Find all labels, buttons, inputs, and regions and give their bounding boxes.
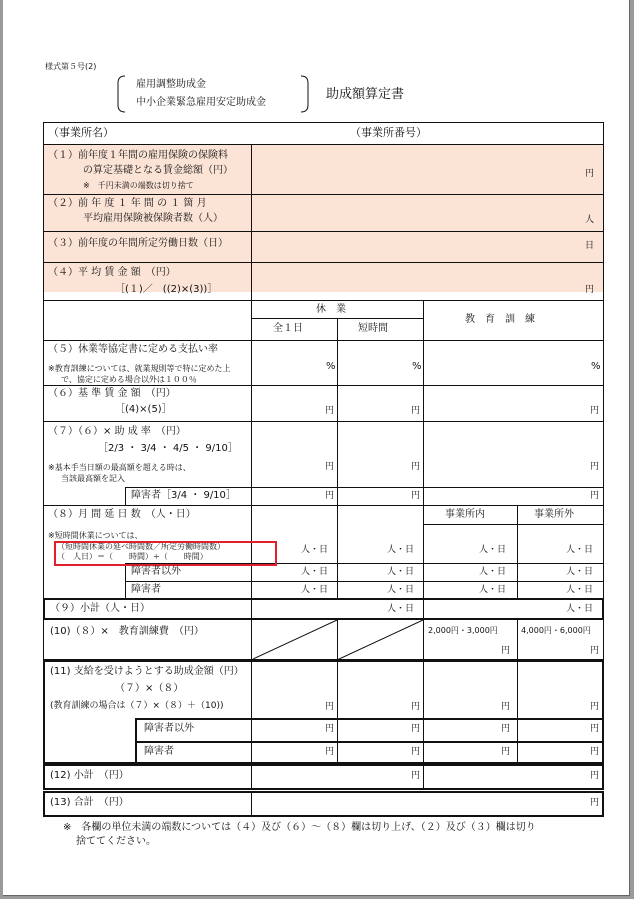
row10-label: (10)（８）× 教育訓練費 （円）: [50, 626, 204, 637]
row1-note: ※ 千円未満の端数は切り捨て: [83, 181, 194, 190]
row11-disabled-label: 障害者: [144, 746, 174, 757]
row7-disabled-unit-edu: 円: [590, 491, 600, 501]
row3-unit: 日: [585, 241, 595, 251]
row1-unit: 円: [585, 169, 595, 179]
row11-note: (教育訓練の場合は（７）×（８）＋（10)): [50, 701, 224, 711]
col-short-time: 短時間: [358, 323, 388, 334]
row11-d-unit-short: 円: [411, 747, 421, 757]
row11-nd-unit-full: 円: [325, 724, 335, 734]
row7-unit-full: 円: [325, 462, 335, 472]
row6-unit-edu: 円: [590, 406, 600, 416]
row8-nd-unit-full: 人・日: [301, 567, 329, 577]
row8-col-outside: 事業所外: [534, 509, 574, 520]
row8-non-disabled-label: 障害者以外: [131, 566, 181, 577]
document-title: 助成額算定書: [326, 87, 405, 102]
row8-nd-unit-outside: 人・日: [566, 567, 594, 577]
row11-nd-unit-outside: 円: [590, 724, 600, 734]
footnote-line-2: 捨ててください。: [76, 836, 156, 847]
row7-disabled-label: 障害者［3/4 ・ 9/10］: [131, 490, 236, 501]
row5-label: （５）休業等協定書に定める支払い率: [48, 344, 218, 355]
row4-unit: 円: [585, 285, 595, 295]
row10-inside-rate: 2,000円・3,000円: [428, 626, 498, 635]
row2-label-2: 平均雇用保険被保険者数（人）: [83, 213, 223, 224]
col-full-day: 全１日: [273, 323, 303, 334]
row11-d-unit-inside: 円: [501, 747, 511, 757]
row11-non-disabled-label: 障害者以外: [144, 723, 194, 734]
row8-label: （８）月 間 延 日 数 （人・日）: [48, 509, 196, 520]
row8-note-3: （ 人日）＝（ 時間）÷（ 時間）: [57, 552, 208, 561]
grant-type-1: 雇用調整助成金: [136, 79, 206, 90]
row8-d-unit-full: 人・日: [301, 585, 329, 595]
row8-nd-unit-short: 人・日: [387, 567, 415, 577]
row11-nd-unit-short: 円: [411, 724, 421, 734]
row5-unit-edu: %: [591, 361, 601, 372]
row7-unit-edu: 円: [590, 462, 600, 472]
row11-unit-short: 円: [411, 702, 421, 712]
row3-label: （３）前年度の年間所定労働日数（日）: [48, 238, 228, 249]
row6-formula: ［(4)×(5)］: [115, 404, 172, 415]
row8-col-inside: 事業所内: [445, 509, 485, 520]
row11-label: (11) 支給を受けようとする助成金額（円）: [50, 666, 244, 677]
row11-formula: （７）×（８）: [115, 683, 184, 694]
row8-unit-inside: 人・日: [479, 545, 507, 555]
col-education: 教 育 訓 練: [465, 314, 535, 325]
row8-note-1: ※短時間休業については、: [48, 531, 143, 540]
row4-formula: ［(１)／ ((2)×(3))］: [115, 284, 218, 295]
row13-unit: 円: [590, 798, 600, 808]
row11-d-unit-full: 円: [325, 747, 335, 757]
row8-d-unit-short: 人・日: [387, 585, 415, 595]
row11-unit-outside: 円: [590, 702, 600, 712]
form-page: [3, 0, 630, 896]
row7-note-1: ※基本手当日額の最高額を超える時は、: [48, 463, 191, 472]
row11-nd-unit-inside: 円: [501, 724, 511, 734]
footnote-line-1: ※ 各欄の単位未満の端数については（４）及び（６）～（８）欄は切り上げ、（２）及び（３）欄は切り: [63, 822, 536, 833]
row7-rates: ［2/3 ・ 3/4 ・ 4/5 ・ 9/10］: [98, 443, 238, 454]
row5-unit-short: %: [412, 361, 422, 372]
row1-label-2: の算定基礎となる賃金総額（円）: [83, 165, 233, 176]
row7-label: （７）（６）× 助 成 率 （円）: [48, 426, 186, 437]
not-applicable-slashes: [251, 620, 424, 660]
row6-unit-full: 円: [325, 406, 335, 416]
office-number-label: （事業所番号）: [350, 126, 427, 139]
row12-label: (12) 小計 （円）: [50, 770, 129, 781]
row6-label: （６）基 準 賃 金 額 （円）: [48, 388, 176, 399]
row5-unit-full: %: [326, 361, 336, 372]
row7-disabled-unit-full: 円: [325, 491, 335, 501]
row8-unit-full: 人・日: [301, 545, 329, 555]
row7-unit-short: 円: [411, 462, 421, 472]
highlight-box: [54, 541, 277, 566]
row9-unit-leave: 人・日: [387, 604, 415, 614]
row4-label: （４）平 均 賃 金 額 （円）: [48, 267, 176, 278]
row10-unit-outside: 円: [590, 646, 600, 656]
col-kyugyo: 休 業: [316, 304, 346, 315]
office-name-label: （事業所名）: [48, 126, 114, 139]
form-number: 様式第５号(2): [45, 62, 97, 71]
row11-unit-inside: 円: [501, 702, 511, 712]
row8-note-2: （短時間休業の延べ時間数／所定労働時間数）: [57, 542, 225, 551]
row2-label: （２）前 年 度 １ 年 間 の １ 箇 月: [48, 198, 207, 209]
row8-unit-short: 人・日: [387, 545, 415, 555]
row7-note-2: 当該最高額を記入: [61, 474, 125, 483]
row9-unit-edu: 人・日: [566, 604, 594, 614]
row11-unit-full: 円: [325, 702, 335, 712]
row13-label: (13) 合計 （円）: [50, 797, 129, 808]
grant-type-2: 中小企業緊急雇用安定助成金: [136, 97, 266, 108]
row10-unit-inside: 円: [501, 646, 511, 656]
row8-unit-outside: 人・日: [566, 545, 594, 555]
row8-d-unit-inside: 人・日: [479, 585, 507, 595]
row12-unit-leave: 円: [411, 771, 421, 781]
row12-unit-edu: 円: [590, 771, 600, 781]
row11-d-unit-outside: 円: [590, 747, 600, 757]
row8-disabled-label: 障害者: [131, 584, 161, 595]
row10-outside-rate: 4,000円・6,000円: [521, 626, 591, 635]
row6-unit-short: 円: [411, 406, 421, 416]
row8-d-unit-outside: 人・日: [566, 585, 594, 595]
row2-unit: 人: [585, 215, 595, 225]
row1-label: （１）前年度１年間の雇用保険の保険料: [48, 150, 228, 161]
row9-label: （９）小計（人・日）: [50, 603, 150, 614]
row5-note-2: で、協定に定める場合以外は１００％: [61, 375, 197, 384]
row5-note-1: ※教育訓練については、就業規則等で特に定めた上: [48, 364, 231, 373]
row7-disabled-unit-short: 円: [411, 491, 421, 501]
row8-nd-unit-inside: 人・日: [479, 567, 507, 577]
